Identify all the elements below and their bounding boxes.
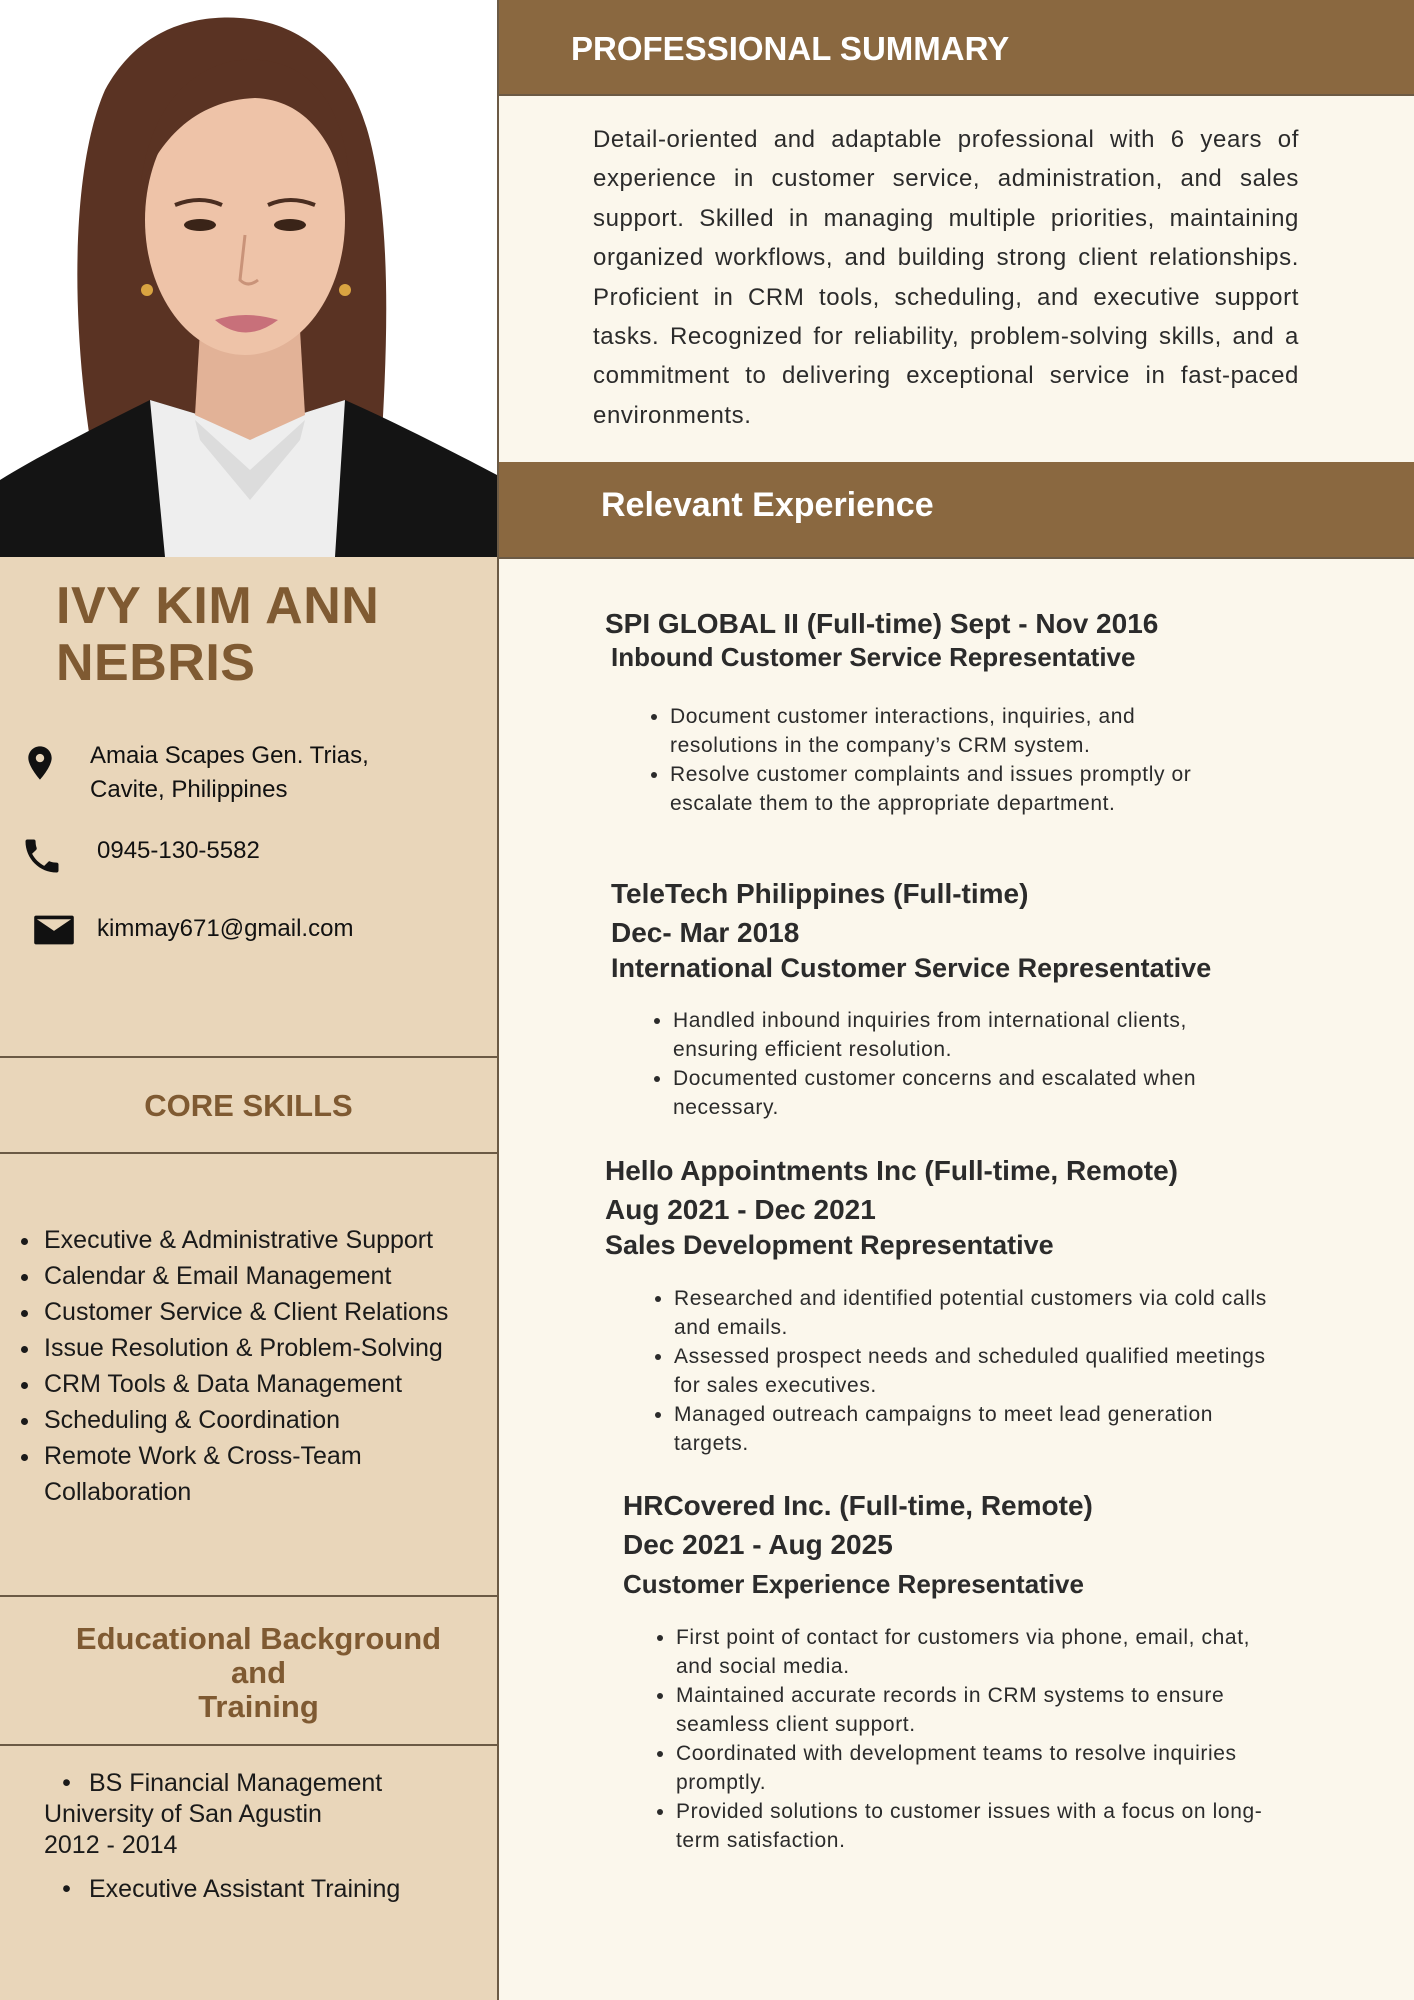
- job-company: TeleTech Philippines (Full-time): [611, 878, 1029, 909]
- degree-text: BS Financial Management: [89, 1769, 383, 1797]
- job-entry: [623, 1490, 1343, 1855]
- list-item: • CRM Tools & Data Management: [42, 1366, 502, 1402]
- core-skills-heading: CORE SKILLS: [144, 1088, 353, 1123]
- training-entry: • Executive Assistant Training: [62, 1875, 401, 1903]
- job-entry: [605, 1155, 1325, 1458]
- location-pin-icon: [20, 739, 60, 779]
- job-role: Inbound Customer Service Representative: [611, 642, 1136, 672]
- list-item: • Customer Service & Client Relations: [42, 1294, 502, 1330]
- skills-list: [12, 1222, 502, 1510]
- job-dates: Dec- Mar 2018: [611, 917, 800, 948]
- list-item: • Handled inbound inquiries from international clients, ensuring efficient resolution.: [673, 1006, 1263, 1064]
- summary-header: [499, 0, 1414, 96]
- experience-header: [499, 462, 1414, 559]
- divider: [0, 1056, 497, 1058]
- list-item: • Issue Resolution & Problem-Solving: [42, 1330, 502, 1366]
- summary-title: PROFESSIONAL SUMMARY: [571, 30, 1010, 67]
- job-bullets: [646, 1006, 1263, 1122]
- job-company: Hello Appointments Inc (Full-time, Remote): [605, 1155, 1178, 1186]
- list-item: • Scheduling & Coordination: [42, 1402, 502, 1438]
- address-text: Amaia Scapes Gen. Trias, Cavite, Philippines: [90, 742, 369, 803]
- list-item: • Document customer interactions, inquiries, and resolutions in the company’s CRM system.: [670, 702, 1230, 760]
- list-item: Collaboration: [44, 1478, 192, 1506]
- job-entry: [611, 878, 1331, 1122]
- contact-address: [20, 739, 480, 811]
- summary-text: Detail-oriented and adaptable professional with 6 years of experience in customer service, administration, and sales support. Skilled in managing multiple priorities, maintaining organized workflows, and building strong client relationships. Proficient in CRM tools, scheduling, and executive support tasks. Recognized for reliability, problem-solving skills, and a commitment to delivering exceptional service in fast-paced environments.: [593, 126, 1299, 429]
- job-dates: Aug 2021 - Dec 2021: [605, 1194, 876, 1225]
- list-item: • Researched and identified potential customers via cold calls and emails.: [674, 1284, 1274, 1342]
- education-heading-line: Educational Background: [75, 1621, 442, 1656]
- list-item: • Maintained accurate records in CRM systems to ensure seamless client support.: [676, 1681, 1276, 1739]
- job-company: HRCovered Inc. (Full-time, Remote): [623, 1490, 1093, 1521]
- list-item: • Executive & Administrative Support: [42, 1222, 502, 1258]
- education-heading-line: and: [230, 1655, 287, 1690]
- list-item: • First point of contact for customers via phone, email, chat, and social media.: [676, 1623, 1276, 1681]
- divider: [0, 1152, 497, 1154]
- name-line-2: NEBRIS: [56, 634, 256, 692]
- full-name: [56, 578, 476, 692]
- job-bullets: [647, 1284, 1274, 1458]
- list-item: • Assessed prospect needs and scheduled qualified meetings for sales executives.: [674, 1342, 1274, 1400]
- list-item: • Provided solutions to customer issues with a focus on long-term satisfaction.: [676, 1797, 1276, 1855]
- job-entry: [605, 608, 1325, 818]
- training-text: Executive Assistant Training: [89, 1875, 401, 1903]
- education-heading: [10, 1622, 507, 1724]
- contact-phone: [20, 834, 480, 874]
- phone-icon: [20, 834, 60, 874]
- education-entry: • BS Financial Management University of San Agustin 2012 - 2014: [44, 1768, 484, 1861]
- sidebar: [0, 0, 499, 2000]
- divider: [0, 1595, 497, 1597]
- job-role: Sales Development Representative: [605, 1230, 1054, 1260]
- divider: [0, 1744, 497, 1746]
- list-item: • Remote Work & Cross-Team: [42, 1438, 502, 1474]
- school-text: University of San Agustin: [44, 1800, 322, 1828]
- job-role: Customer Experience Representative: [623, 1569, 1084, 1599]
- list-item: • Documented customer concerns and escalated when necessary.: [673, 1064, 1263, 1122]
- job-dates: Dec 2021 - Aug 2025: [623, 1529, 893, 1560]
- job-role: International Customer Service Representative: [611, 953, 1212, 983]
- email-icon: [32, 912, 72, 952]
- profile-photo: [0, 0, 497, 557]
- list-item: • Managed outreach campaigns to meet lead generation targets.: [674, 1400, 1274, 1458]
- job-bullets: [649, 1623, 1276, 1855]
- email-text[interactable]: kimmay671@gmail.com: [97, 915, 354, 942]
- list-item: • Resolve customer complaints and issues promptly or escalate them to the appropriate department.: [670, 760, 1230, 818]
- job-company-dates: SPI GLOBAL II (Full-time) Sept - Nov 2016: [605, 608, 1159, 639]
- list-item: • Coordinated with development teams to resolve inquiries promptly.: [676, 1739, 1276, 1797]
- phone-text: 0945-130-5582: [97, 837, 260, 864]
- education-heading-line: Training: [198, 1689, 319, 1724]
- name-line-1: IVY KIM ANN: [56, 577, 380, 635]
- contact-email: [20, 912, 480, 952]
- list-item: • Calendar & Email Management: [42, 1258, 502, 1294]
- years-text: 2012 - 2014: [44, 1831, 178, 1859]
- experience-title: Relevant Experience: [601, 486, 934, 524]
- job-bullets: [643, 702, 1230, 818]
